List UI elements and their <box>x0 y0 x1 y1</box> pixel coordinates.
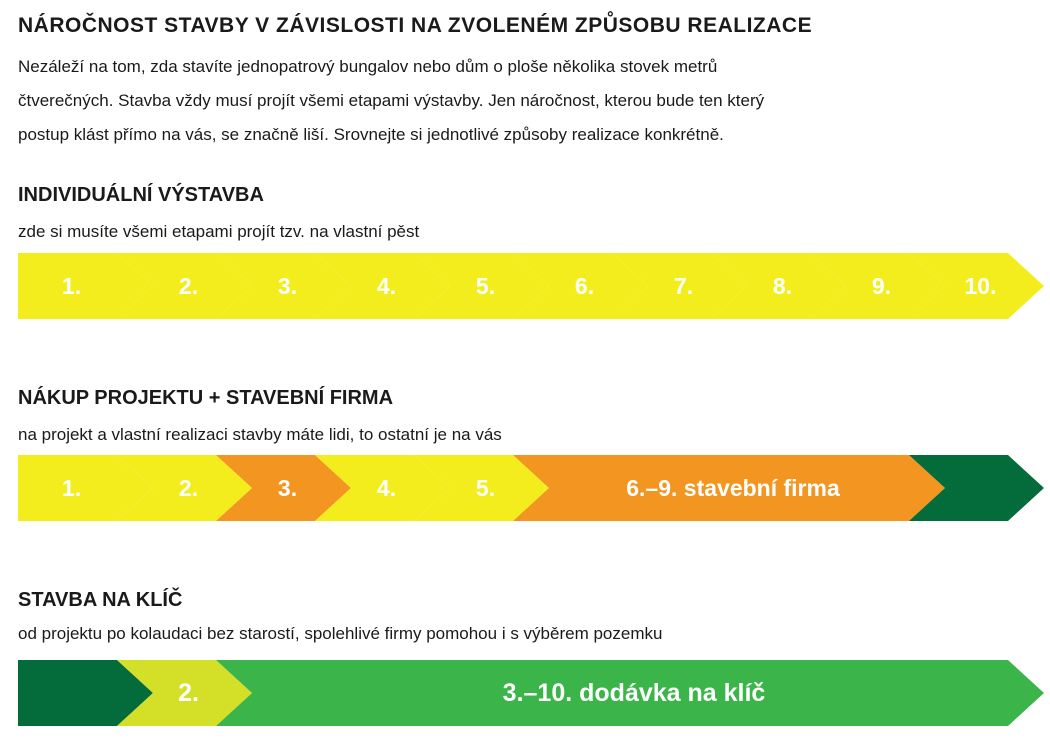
process-arrow-individual <box>0 253 1050 319</box>
section-subtitle-turnkey: od projektu po kolaudaci bez starostí, spolehlivé firmy pomohou i s výběrem pozemku <box>18 624 663 643</box>
page-title: NÁROČNOST STAVBY V ZÁVISLOSTI NA ZVOLENÉM ZPŮSOBU REALIZACE <box>18 14 813 37</box>
intro-line: čtverečných. Stavba vždy musí projít všemi etapami výstavby. Jen náročnost, kterou bude ten který <box>18 91 765 110</box>
intro-text <box>18 50 1018 152</box>
chevron-label: 7. <box>673 273 694 299</box>
chevron-label: 2. <box>178 273 199 299</box>
chevron-label: 2. <box>178 679 199 707</box>
chevron-label: 5. <box>475 475 496 501</box>
section-subtitle-project-firm: na projekt a vlastní realizaci stavby máte lidi, to ostatní je na vás <box>18 425 502 444</box>
process-arrow-turnkey <box>0 660 1050 726</box>
intro-line: postup klást přímo na vás, se značně liší. Srovnejte si jednotlivé způsoby realizace konkrétně. <box>18 125 724 144</box>
section-title-turnkey: STAVBA NA KLÍČ <box>18 589 183 611</box>
chevron-label: 4. <box>376 273 397 299</box>
chevron-label: 5. <box>475 273 496 299</box>
intro-line: Nezáleží na tom, zda stavíte jednopatrový bungalov nebo dům o ploše několika stovek metrů <box>18 57 718 76</box>
chevron-label: 6.–9. stavební firma <box>626 475 840 501</box>
chevron-label: 8. <box>772 273 793 299</box>
chevron-label: 3. <box>277 475 298 501</box>
chevron-label: 3.–10. dodávka na klíč <box>502 679 766 707</box>
chevron-label: 1. <box>61 475 82 501</box>
chevron-label: 6. <box>574 273 595 299</box>
process-arrow-project-firm <box>0 455 1050 521</box>
chevron-label: 1. <box>61 273 82 299</box>
chevron-label: 3. <box>277 273 298 299</box>
section-title-individual: INDIVIDUÁLNÍ VÝSTAVBA <box>18 184 264 206</box>
chevron-label: 2. <box>178 475 199 501</box>
chevron-label: 10. <box>964 273 997 299</box>
section-title-project-firm: NÁKUP PROJEKTU + STAVEBNÍ FIRMA <box>18 387 394 409</box>
chevron-label: 9. <box>871 273 892 299</box>
section-subtitle-individual: zde si musíte všemi etapami projít tzv. na vlastní pěst <box>18 222 420 241</box>
chevron-label: 4. <box>376 475 397 501</box>
